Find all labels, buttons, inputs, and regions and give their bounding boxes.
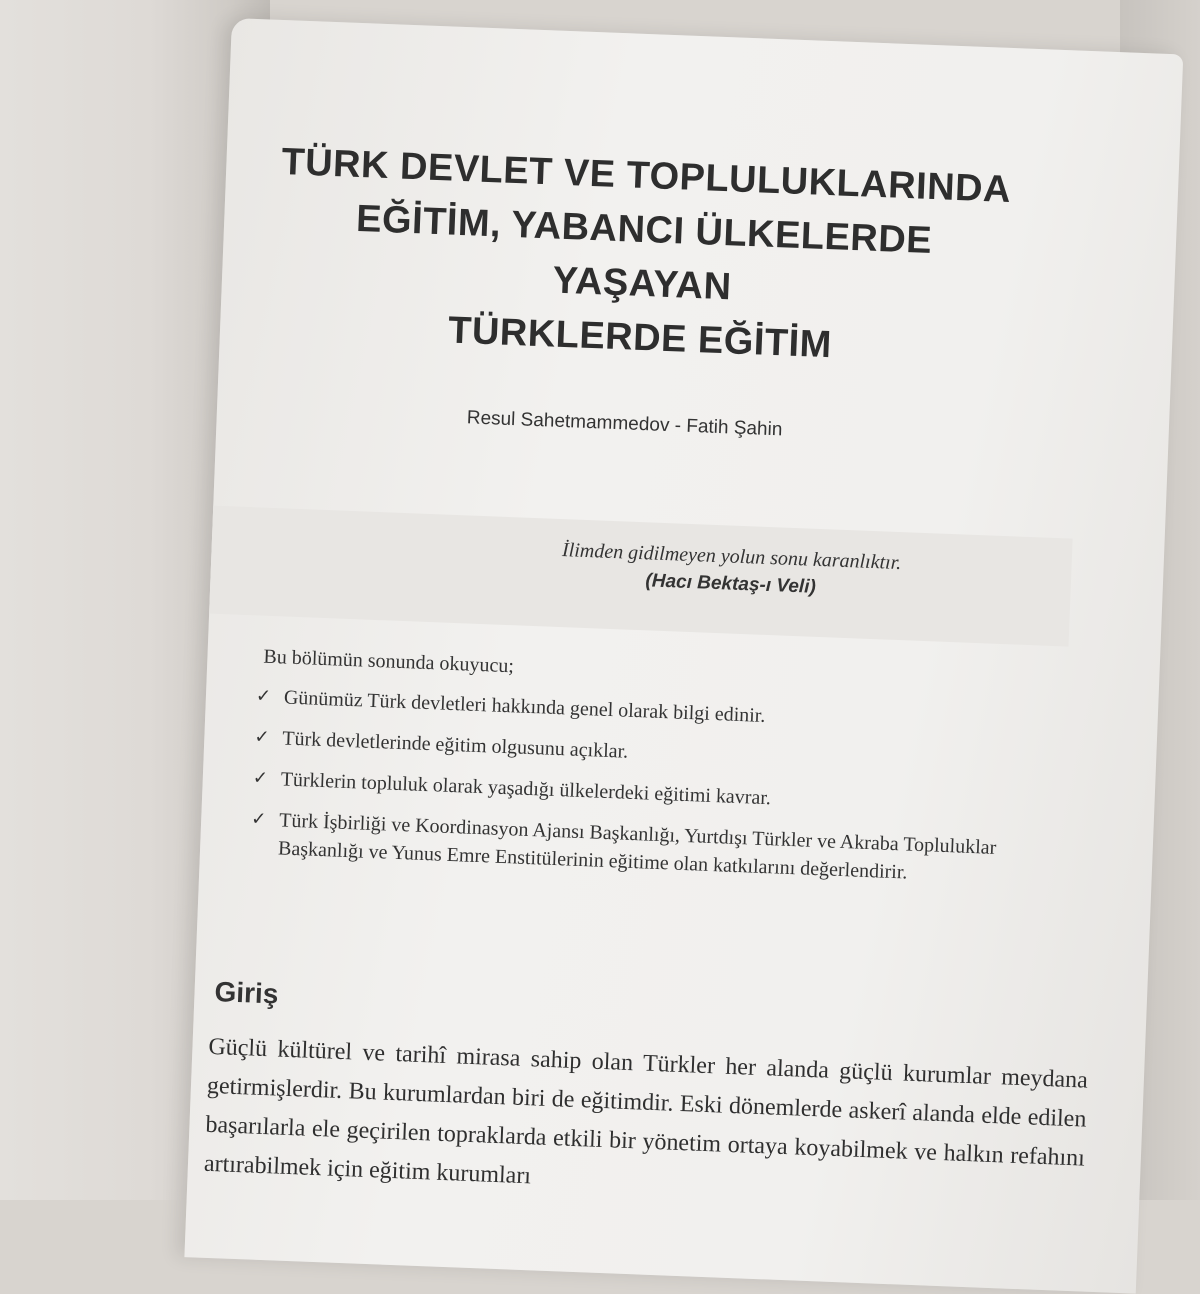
objectives-intro: Bu bölümün sonunda okuyucu; [263, 645, 515, 678]
chapter-title-line: TÜRKLERDE EĞİTİM [447, 309, 833, 367]
body-paragraph: Güçlü kültürel ve tarihî mirasa sahip olan Türkler her alanda güçlü kurumlar meydana getirmişlerdir. Bu kurumlardan biri de eğitimdir. Eski dönemlerde askerî alanda elde edilen başarılarla ele geçirilen topraklarda etkili bir yönetim ortaya koyabilmek ve halkın refahını artırabilmek için eğitim kurumları [203, 1033, 1089, 1190]
chapter-authors: Resul Sahetmammedov - Fatih Şahin [466, 407, 783, 441]
objective-text: Türk devletlerinde eğitim olgusunu açıklar. [281, 727, 629, 763]
check-icon: ✓ [255, 685, 272, 707]
check-icon: ✓ [252, 767, 269, 789]
epigraph-source: (Hacı Bektaş-ı Veli) [645, 570, 817, 598]
book-page [184, 18, 1183, 1294]
objective-text: Türklerin topluluk olarak yaşadığı ülkelerdeki eğitimi kavrar. [280, 768, 772, 810]
epigraph-quote: İlimden gidilmeyen yolun sonu karanlıktır. [561, 539, 902, 575]
chapter-title-line: EĞİTİM, YABANCI ÜLKELERDE YAŞAYAN [355, 197, 933, 309]
chapter-title-line: TÜRK DEVLET VE TOPLULUKLARINDA [280, 141, 1012, 212]
section-heading: Giriş [214, 976, 279, 1010]
objective-text: Türk İşbirliği ve Koordinasyon Ajansı Başkanlığı, Yurtdışı Türkler ve Akraba Topluluklar Başkanlığı ve Yunus Emre Enstitülerinin eğitime olan katkılarını değerlendirir. [277, 809, 997, 884]
check-icon: ✓ [250, 808, 267, 830]
check-icon: ✓ [254, 726, 270, 748]
objectives-list [249, 682, 1076, 905]
objective-text: Günümüz Türk devletleri hakkında genel olarak bilgi edinir. [283, 686, 766, 727]
chapter-title [259, 134, 1027, 379]
